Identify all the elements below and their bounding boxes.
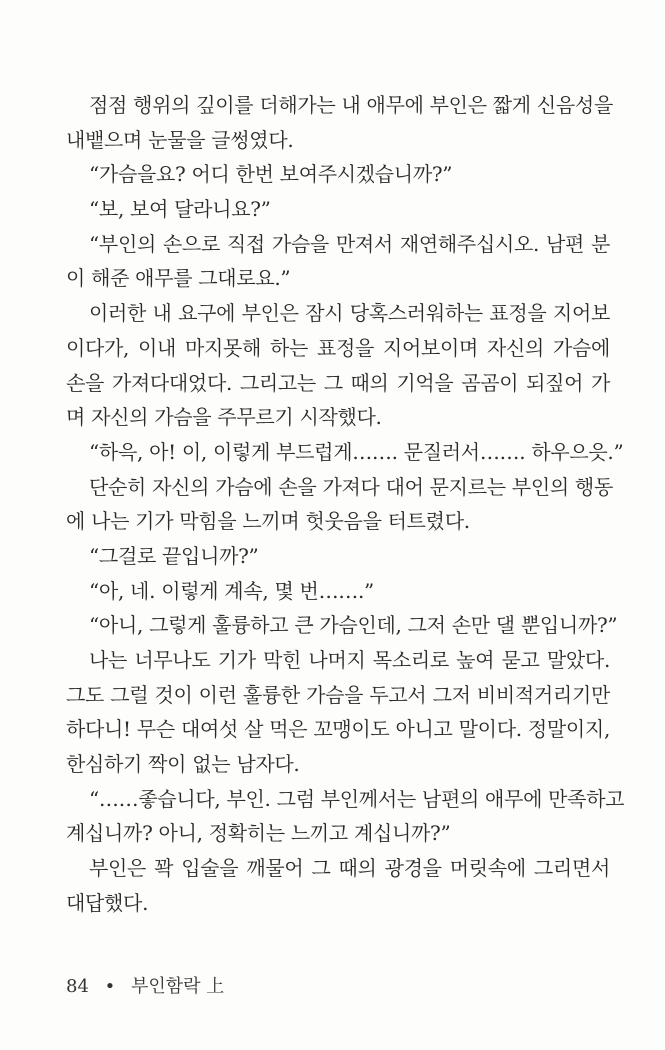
paragraph [66, 227, 610, 296]
text-line: “보, 보여 달라니요?” [89, 197, 271, 222]
text-line: 그도 그럴 것이 이런 훌륭한 가슴을 두고서 그저 비비적거리기만 [66, 682, 610, 707]
paragraph [66, 435, 624, 470]
page-footer [66, 972, 234, 998]
text-line: “부인의 손으로 직접 가슴을 만져서 재연해주십시오. 남편 분 [89, 231, 610, 256]
text-line: 점점 행위의 깊이를 더해가는 내 애무에 부인은 짧게 신음성을 [89, 93, 613, 117]
footer-separator: • [104, 976, 116, 997]
text-line: 부인은 꽉 입술을 깨물어 그 때의 광경을 머릿속에 그리면서 [89, 856, 610, 881]
paragraph [66, 574, 610, 609]
page-number: 84 [66, 976, 89, 997]
book-title: 부인함락 上 [131, 976, 225, 997]
paragraph [66, 296, 610, 435]
text-line: 대답했다. [66, 890, 149, 915]
paragraph [66, 643, 610, 782]
text-line: 에 나는 기가 막힘을 느끼며 헛웃음을 터트렸다. [66, 509, 470, 534]
text-line: “아니, 그렇게 훌륭하고 큰 가슴인데, 그저 손만 댈 뿐입니까?” [89, 613, 618, 638]
paragraph [66, 782, 625, 851]
text-line: 하다니! 무슨 대여섯 살 먹은 꼬맹이도 아니고 말이다. 정말이지, [66, 717, 610, 742]
text-line: 한심하기 짝이 없는 남자다. [66, 752, 300, 777]
text-line: 이러한 내 요구에 부인은 잠시 당혹스러워하는 표정을 지어보 [89, 301, 610, 326]
paragraph [66, 157, 610, 192]
text-line: 손을 가져다대었다. 그리고는 그 때의 기억을 곰곰이 되짚어 가 [66, 370, 610, 395]
text-line: 나는 너무나도 기가 막힌 나머지 목소리로 높여 묻고 말았다. [89, 648, 610, 672]
paragraph [66, 192, 610, 227]
page-body [66, 88, 625, 921]
text-line: 이다가, 이내 마지못해 하는 표정을 지어보이며 자신의 가슴에 [66, 335, 610, 360]
text-line: “가슴을요? 어디 한번 보여주시겠습니까?” [89, 162, 453, 187]
text-line: 며 자신의 가슴을 주무르기 시작했다. [66, 405, 382, 430]
text-line: 계십니까? 아니, 정확히는 느끼고 계십니까?” [66, 821, 451, 846]
paragraph [66, 470, 613, 539]
text-line: “……좋습니다, 부인. 그럼 부인께서는 남편의 애무에 만족하고 [89, 786, 625, 811]
paragraph [66, 539, 610, 574]
text-line: 단순히 자신의 가슴에 손을 가져다 대어 문지르는 부인의 행동 [89, 474, 613, 499]
paragraph [66, 88, 613, 157]
text-line: “아, 네. 이렇게 계속, 몇 번…….” [89, 578, 374, 603]
text-line: 이 해준 애무를 그대로요.” [66, 266, 291, 291]
text-line: “그걸로 끝입니까?” [89, 543, 259, 568]
text-line: “하윽, 아! 이, 이렇게 부드럽게……. 문질러서……. 하우으읏.” [89, 439, 624, 464]
text-line: 내뱉으며 눈물을 글썽였다. [66, 127, 294, 152]
paragraph [66, 851, 610, 920]
paragraph [66, 608, 618, 643]
